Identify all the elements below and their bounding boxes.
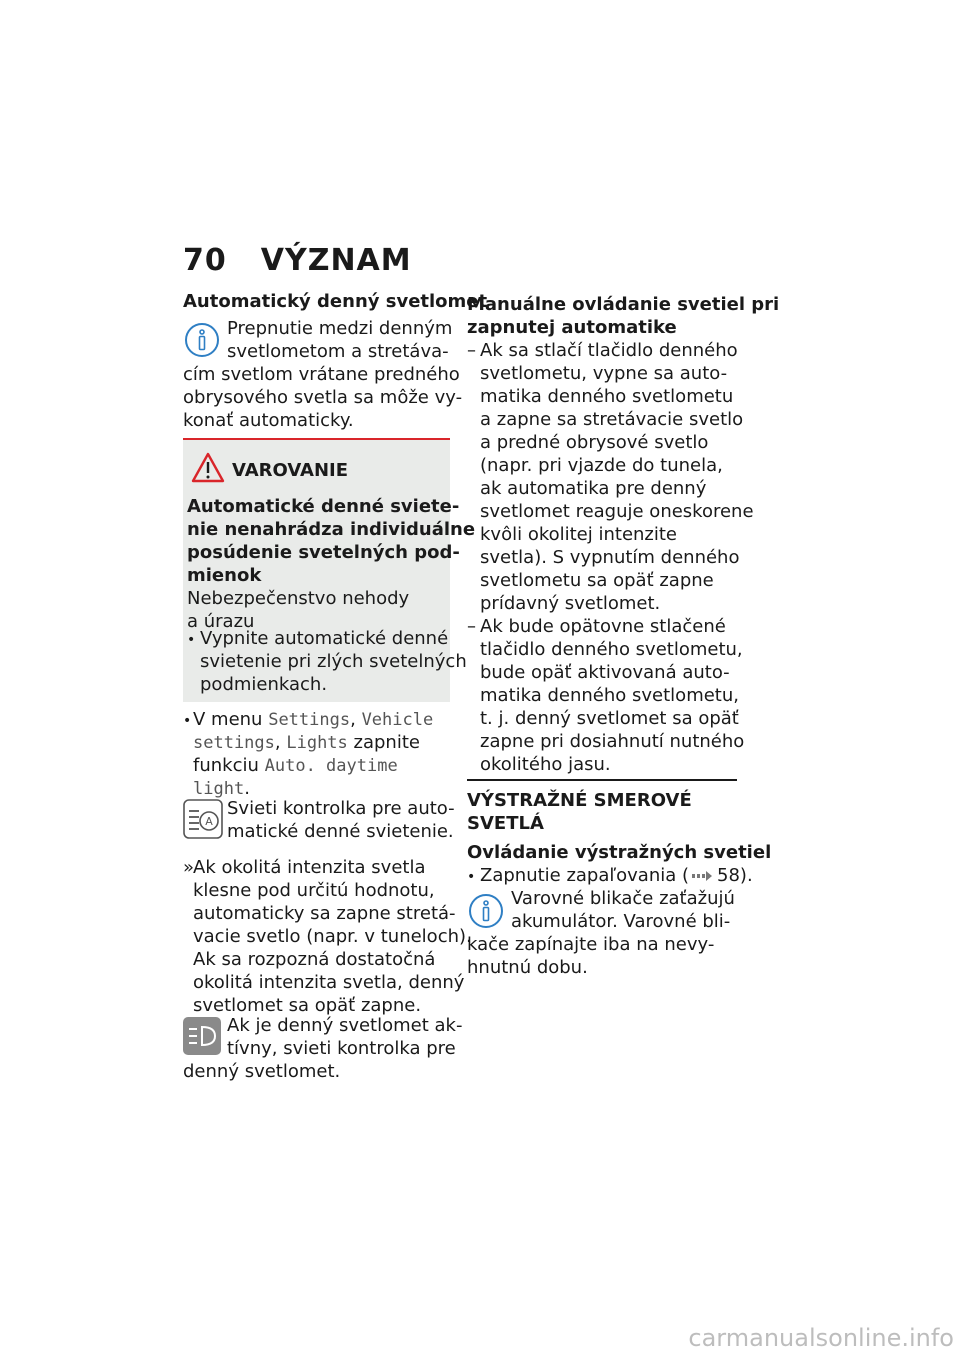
info-icon — [183, 321, 221, 359]
menu-step-mid: zapnite — [353, 732, 420, 753]
dash1-line: svetlomet reaguje oneskorene — [480, 501, 754, 522]
dash1-line: svetla). S vypnutím denného — [480, 547, 740, 568]
warning-triangle-icon — [191, 452, 225, 484]
dash2-line: Ak bude opätovne stlačené — [480, 616, 726, 637]
hazard-step — [480, 865, 753, 888]
warning-label: VAROVANIE — [232, 460, 349, 481]
warning-bold-line: mienok — [187, 565, 262, 586]
heading-manual-control: zapnutej automatike — [467, 317, 677, 338]
warning-text-line: Nebezpečenstvo nehody — [187, 588, 410, 609]
dash1-line: (napr. pri vjazde do tunela, — [480, 455, 723, 476]
page-number: 70 — [183, 243, 227, 278]
indicator-a-line: matické denné svietenie. — [227, 821, 454, 842]
dash1-line: Ak sa stlačí tlačidlo denného — [480, 340, 738, 361]
result-line: Ak okolitá intenzita svetla — [193, 857, 426, 878]
menu-step-line-1 — [193, 709, 433, 732]
menu-path-settings-2: settings — [193, 733, 275, 753]
menu-path-lights: Lights — [286, 733, 348, 753]
function-name-2: light — [193, 779, 245, 799]
warning-bullet-line: svietenie pri zlých svetelných — [200, 651, 467, 672]
result-line: okolitá intenzita svetla, denný — [193, 972, 465, 993]
indicator-a-line: Svieti kontrolka pre auto- — [227, 798, 455, 819]
result-marker: » — [183, 857, 195, 878]
watermark: carmanualsonline.info — [688, 1324, 954, 1352]
warning-text-line: a úrazu — [187, 611, 255, 632]
menu-path-settings: Settings — [268, 710, 351, 730]
note-line: obrysového svetla sa môže vy- — [183, 387, 463, 408]
menu-step-line-3 — [193, 755, 398, 778]
heading-manual-control: Manuálne ovládanie svetiel pri — [467, 294, 780, 315]
heading-auto-day-light: Automatický denný svetlomet — [183, 291, 488, 312]
indicator-b-line: denný svetlomet. — [183, 1061, 341, 1082]
dash2-line: tlačidlo denného svetlometu, — [480, 639, 743, 660]
result-line: svetlomet sa opäť zapne. — [193, 995, 422, 1016]
note-line: svetlometom a stretáva- — [227, 341, 449, 362]
dash2-line: zapne pri dosiahnutí nutného — [480, 731, 745, 752]
dash2-line: t. j. denný svetlomet sa opäť — [480, 708, 739, 729]
daytime-light-indicator-icon — [183, 1017, 221, 1055]
heading-hazard-control: Ovládanie výstražných svetiel — [467, 842, 772, 863]
result-line: klesne pod určitú hodnotu, — [193, 880, 435, 901]
dash-marker: – — [467, 340, 476, 361]
chapter-title: VÝZNAM — [260, 243, 412, 278]
indicator-b-line: tívny, svieti kontrolka pre — [227, 1038, 456, 1059]
result-line: automaticky sa zapne stretá- — [193, 903, 456, 924]
note-line: konať automaticky. — [183, 410, 354, 431]
dash1-line: svetlometu, vypne sa auto- — [480, 363, 728, 384]
menu-step-line-2 — [193, 732, 420, 755]
dash1-line: kvôli okolitej intenzite — [480, 524, 678, 545]
dash1-line: ak automatika pre denný — [480, 478, 707, 499]
menu-step-prefix: V menu — [193, 709, 263, 730]
auto-light-indicator-icon — [183, 799, 223, 839]
warning-bullet-line: Vypnite automatické denné — [200, 628, 449, 649]
result-line: vacie svetlo (napr. v tuneloch). — [193, 926, 472, 947]
note2-line: akumulátor. Varovné bli- — [511, 911, 731, 932]
warning-bold-line: posúdenie svetelných pod- — [187, 542, 460, 563]
hazard-page-ref: 58). — [717, 865, 753, 886]
indicator-b-line: Ak je denný svetlomet ak- — [227, 1015, 463, 1036]
period: . — [244, 778, 250, 799]
note-line: cím svetlom vrátane predného — [183, 364, 460, 385]
bullet-mark: • — [467, 869, 476, 885]
note2-line: hnutnú dobu. — [467, 957, 588, 978]
separator: , — [350, 709, 356, 730]
dash2-line: okolitého jasu. — [480, 754, 611, 775]
page-header — [183, 243, 412, 278]
menu-path-vehicle: Vehicle — [361, 710, 434, 730]
note-line: Prepnutie medzi denným — [227, 318, 453, 339]
note2-line: kače zapínajte iba na nevy- — [467, 934, 715, 955]
dash2-line: bude opäť aktivovaná auto- — [480, 662, 730, 683]
dash-marker: – — [467, 616, 476, 637]
result-line: Ak sa rozpozná dostatočná — [193, 949, 436, 970]
section-title: VÝSTRAŽNÉ SMEROVÉ — [467, 790, 692, 811]
dash1-line: prídavný svetlomet. — [480, 593, 661, 614]
warning-bullet-line: podmienkach. — [200, 674, 328, 695]
svg-text:A: A — [205, 815, 213, 828]
note2-line: Varovné blikače zaťažujú — [511, 888, 735, 909]
hazard-step-text: Zapnutie zapaľovania ( — [480, 865, 690, 886]
warning-bold-line: nie nenahrádza individuálne — [187, 519, 476, 540]
dash2-line: matika denného svetlometu, — [480, 685, 739, 706]
dash1-line: a predné obrysové svetlo — [480, 432, 709, 453]
section-title: SVETLÁ — [467, 813, 544, 834]
info-icon — [467, 892, 505, 930]
warning-bold-line: Automatické denné sviete- — [187, 496, 460, 517]
page-reference-arrow-icon — [691, 870, 713, 882]
dash1-line: matika denného svetlometu — [480, 386, 734, 407]
function-prefix: funkciu — [193, 755, 259, 776]
dash1-line: svetlometu sa opäť zapne — [480, 570, 714, 591]
dash1-line: a zapne sa stretávacie svetlo — [480, 409, 744, 430]
bullet-mark: • — [183, 713, 192, 729]
separator: , — [274, 732, 281, 753]
section-divider — [467, 779, 737, 781]
function-name: Auto. daytime — [264, 756, 398, 776]
bullet-mark: • — [187, 632, 196, 648]
